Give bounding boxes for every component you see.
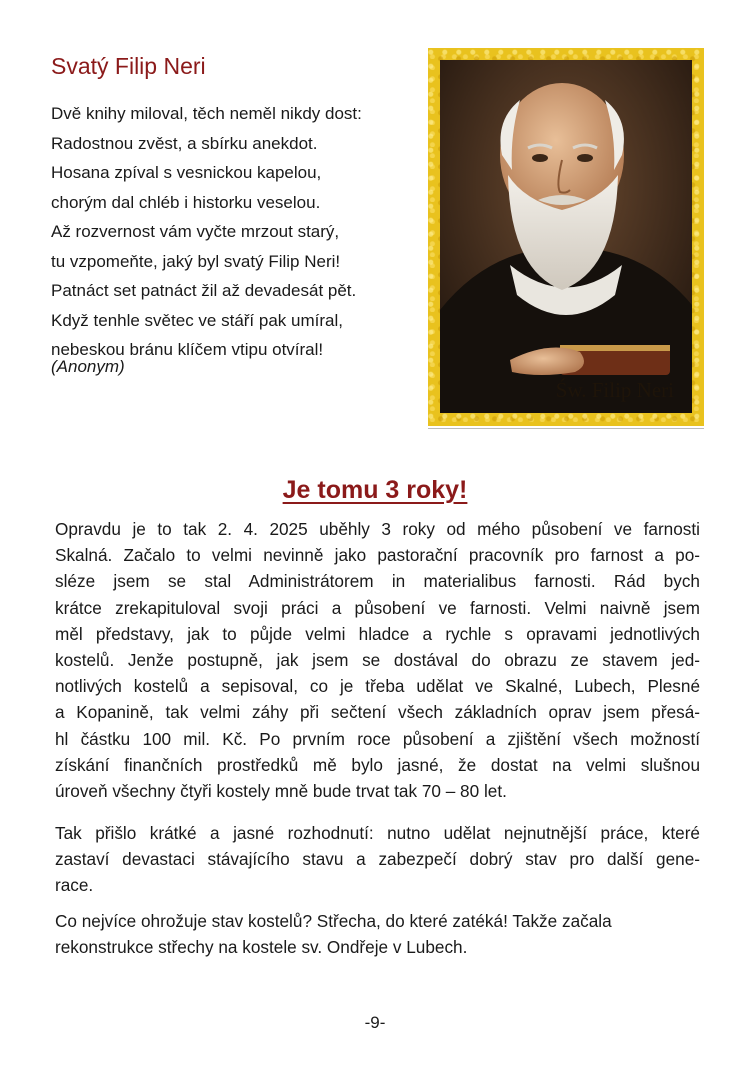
paragraph-line: Co nejvíce ohrožuje stav kostelů? Střecha, do které zatéká! Takže začala bbox=[55, 911, 612, 931]
paragraph-line: úroveň všechny čtyři kostely mně bude trvat tak 70 – 80 let. bbox=[55, 781, 507, 802]
paragraph-line: Tak přišlo krátké a jasné rozhodnutí: nutno udělat nejnutnější práce, které bbox=[55, 823, 700, 843]
article-title-text: Je tomu 3 roky! bbox=[282, 476, 468, 504]
portrait-underline bbox=[428, 428, 704, 429]
paragraph-line: rekonstrukce střechy na kostele sv. Ondřeje v Lubech. bbox=[55, 937, 468, 958]
paragraph-line: získání finančních prostředků mě bylo jasné, že dostat na velmi slušnou bbox=[55, 754, 700, 775]
poem-line: chorým dal chléb i historku veselou. bbox=[51, 192, 321, 212]
paragraph-line: notlivých kostelů a sepisoval, co je třeba udělat ve Skalné, Lubech, Plesné bbox=[55, 676, 700, 697]
poem-author: (Anonym) bbox=[51, 357, 125, 376]
poem-line: Až rozvernost vám vyčte mrzout starý, bbox=[51, 222, 340, 241]
paragraph-line: Opravdu je to tak 2. 4. 2025 uběhly 3 roky od mého působení ve farnosti bbox=[55, 519, 700, 539]
poem-line: nebeskou bránu klíčem vtipu otvíral! bbox=[51, 340, 324, 359]
poem-title: Svatý Filip Neri bbox=[51, 53, 206, 79]
paragraph-line: Skalná. Začalo to velmi nevinně jako pastorační pracovník pro farnost a po- bbox=[55, 545, 700, 566]
paragraph-line: a Kopanině, tak velmi záhy při sečtení všech základních oprav jsem přesá- bbox=[55, 702, 700, 723]
page-number: -9- bbox=[364, 1013, 386, 1032]
article-paragraph-1 bbox=[55, 516, 700, 804]
poem-line: Dvě knihy miloval, těch neměl nikdy dost: bbox=[51, 104, 362, 123]
poem-line: tu vzpomeňte, jaký byl svatý Filip Neri! bbox=[51, 251, 341, 271]
poem-line: Když tenhle světec ve stáří pak umíral, bbox=[51, 310, 343, 330]
paragraph-line: zastaví devastaci stávajícího stavu a zabezpečí dobrý stav pro další gene- bbox=[55, 849, 700, 870]
portrait-frame bbox=[428, 48, 704, 426]
paragraph-line: kostelů. Jenže postupně, jak jsem se dostával do obrazu ze stavem jed- bbox=[55, 650, 700, 671]
paragraph-line: sléze jsem se stal Administrátorem in materialibus farnosti. Rád bych bbox=[55, 571, 700, 592]
paragraph-line: hl částku 100 mil. Kč. Po prvním roce působení a zjištění všech možností bbox=[55, 728, 700, 749]
paragraph-line: krátce zrekapituloval svoji práci a působení ve farnosti. Velmi naivně jsem bbox=[55, 597, 700, 618]
article-paragraph-3 bbox=[55, 908, 700, 960]
poem-line: Radostnou zvěst, a sbírku anekdot. bbox=[51, 133, 318, 153]
article-paragraph-2 bbox=[55, 820, 700, 899]
paragraph-line: měl představy, jak to půjde velmi hladce a rychle s opravami jednotlivých bbox=[55, 623, 700, 644]
poem-line: Hosana zpíval s vesnickou kapelou, bbox=[51, 163, 322, 182]
portrait-caption: Św. Filip Neri bbox=[555, 378, 674, 402]
portrait-image bbox=[440, 60, 692, 413]
paragraph-line: race. bbox=[55, 875, 94, 896]
poem bbox=[51, 99, 421, 365]
article-title bbox=[0, 476, 750, 505]
portrait-illustration bbox=[440, 60, 692, 413]
poem-line: Patnáct set patnáct žil až devadesát pět. bbox=[51, 281, 357, 300]
